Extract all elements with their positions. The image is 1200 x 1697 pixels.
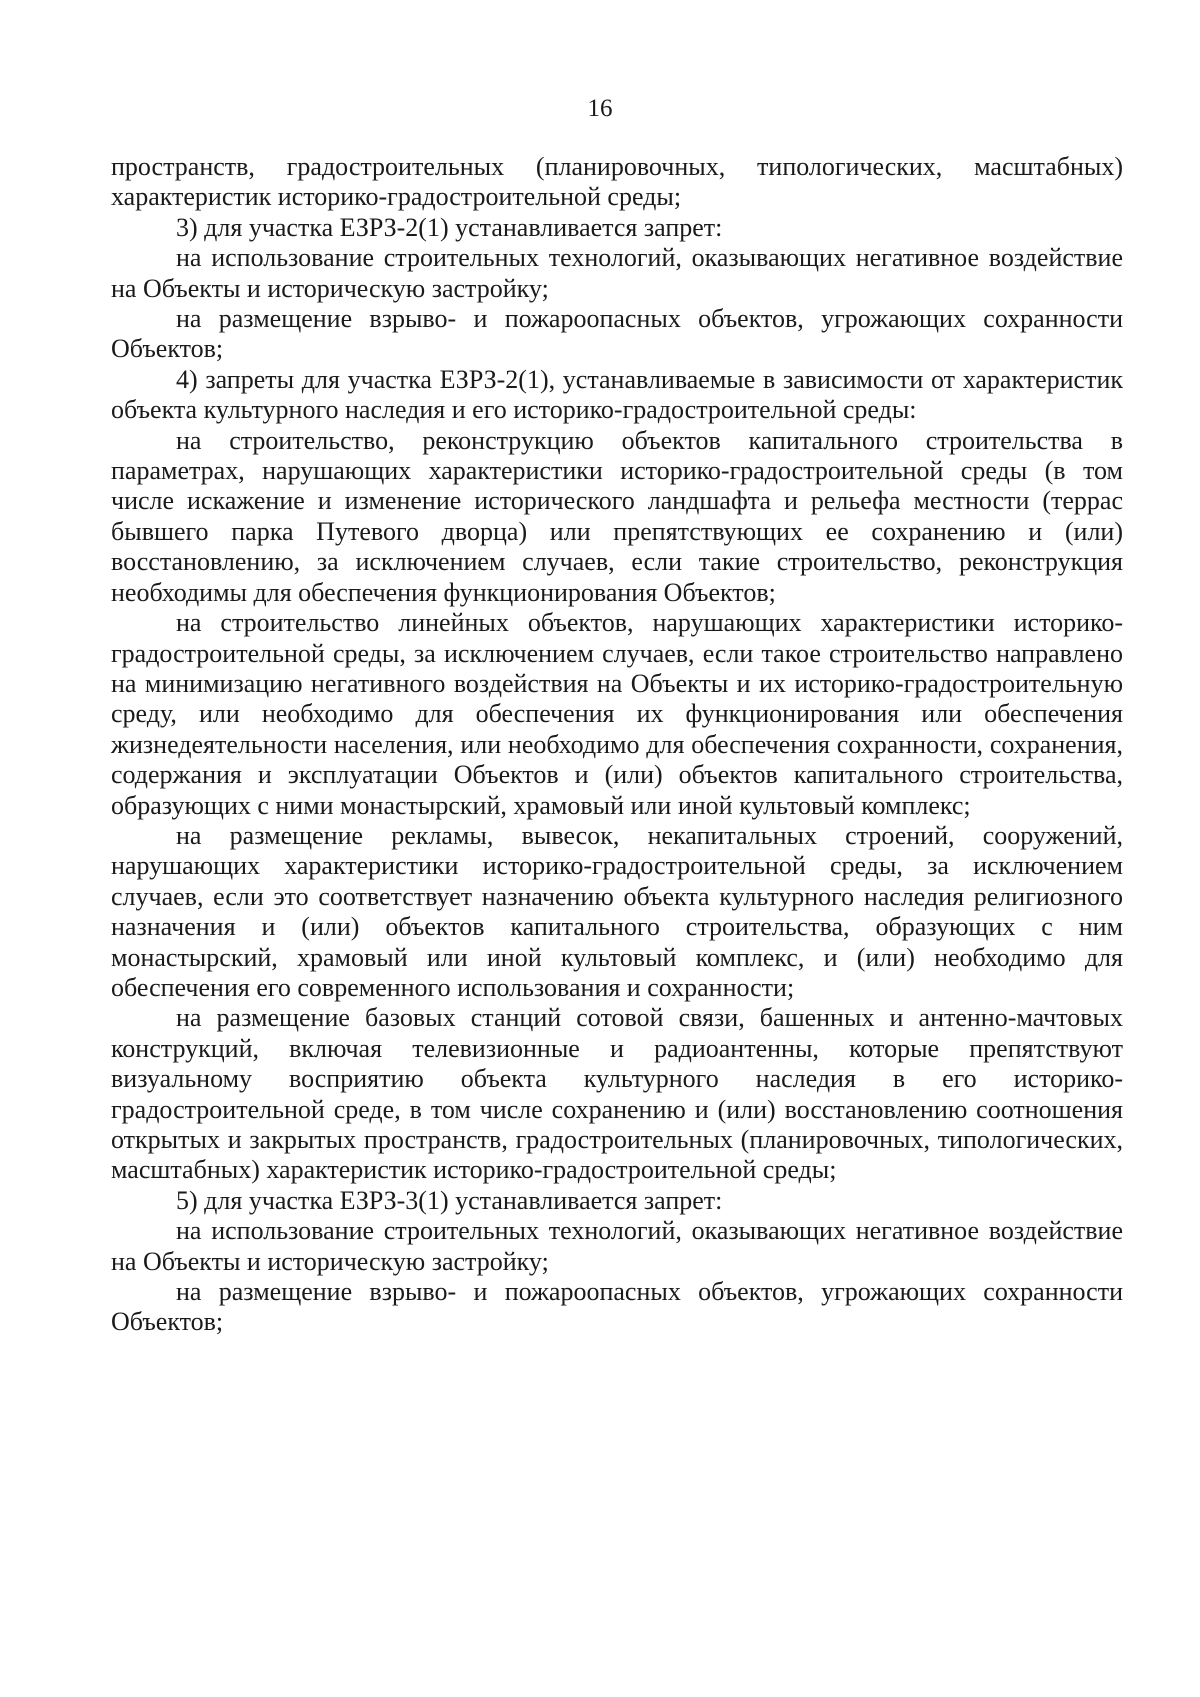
paragraph-item-5-heading: 5) для участка ЕЗРЗ-3(1) устанавливается запрет: [176,1185,723,1215]
paragraph-prohibition-hazardous-objects: на размещение взрыво- и пожароопасных объектов, угрожающих сохранности Объектов; [111,304,1123,364]
paragraph-item-3-heading: 3) для участка ЕЗРЗ-2(1) устанавливается запрет: [176,212,723,242]
paragraph-prohibition-technologies: на использование строительных технологий, оказывающих негативное воздействие на Объекты и историческую застройку; [111,243,1123,303]
paragraph-prohibition-advertising: на размещение рекламы, вывесок, некапитальных строений, сооружений, нарушающих характеристики историко-градостроительной среды, за исключением случаев, если это соответствует назначению объекта культурного наследия религиозного назначения и (или) объектов капитального строительства, образующих с ним монастырский, храмовый или иной культовый комплекс, и (или) необходимо для обеспечения его современного использования и сохранности; [111,820,1123,1002]
paragraph-item-4-heading: 4) запреты для участка ЕЗРЗ-2(1), устанавливаемые в зависимости от характеристик объекта культурного наследия и его историко-градостроительной среды: [111,364,1123,425]
paragraph-continuation: пространств, градостроительных (планировочных, типологических, масштабных) характеристик историко-градостроительной среды; [111,152,1123,212]
page-number: 16 [587,95,613,122]
paragraph-prohibition-base-stations: на размещение базовых станций сотовой связи, башенных и антенно-мачтовых конструкций, включая телевизионные и радиоантенны, которые препятствуют визуальному восприятию объекта культурного наследия в его историко-градостроительной среде, в том числе сохранению и (или) восстановлению соотношения открытых и закрытых пространств, градостроительных (планировочных, типологических, масштабных) характеристик историко-градостроительной среды; [111,1003,1123,1185]
document-body [111,152,1123,1338]
paragraph-prohibition-linear-objects: на строительство линейных объектов, нарушающих характеристики историко-градостроительной среды, за исключением случаев, если такое строительство направлено на минимизацию негативного воздействия на Объекты и их историко-градостроительную среду, или необходимо для обеспечения их функционирования или обеспечения жизнедеятельности населения, или необходимо для обеспечения сохранности, сохранения, содержания и эксплуатации Объектов и (или) объектов капитального строительства, образующих с ними монастырский, храмовый или иной культовый комплекс; [111,608,1123,820]
paragraph-prohibition-construction: на строительство, реконструкцию объектов капитального строительства в параметрах, нарушающих характеристики историко-градостроительной среды (в том числе искажение и изменение исторического ландшафта и рельефа местности (террас бывшего парка Путевого дворца) или препятствующих ее сохранению и (или) восстановлению, за исключением случаев, если такие строительство, реконструкция необходимы для обеспечения функционирования Объектов; [111,425,1123,607]
paragraph-prohibition-hazardous-objects-2: на размещение взрыво- и пожароопасных объектов, угрожающих сохранности Объектов; [111,1277,1123,1337]
paragraph-prohibition-technologies-2: на использование строительных технологий, оказывающих негативное воздействие на Объекты и историческую застройку; [111,1216,1123,1276]
